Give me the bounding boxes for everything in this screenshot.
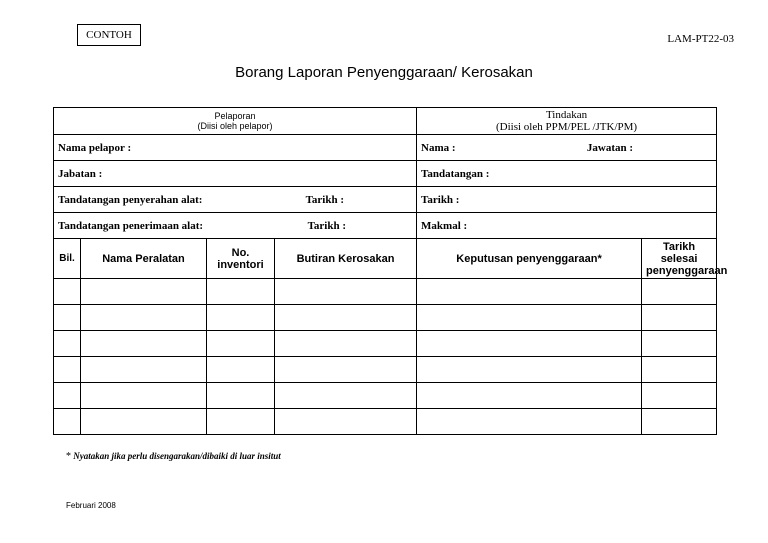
tarikh-penyerahan-label: Tarikh : <box>305 193 344 206</box>
report-form-table <box>53 107 728 435</box>
cell-tarikh-selesai[interactable] <box>642 279 717 305</box>
cell-no-inventori[interactable] <box>207 409 275 435</box>
col-keputusan: Keputusan penyenggaraan* <box>417 239 642 279</box>
tindakan-header <box>417 108 717 135</box>
table-row <box>54 357 717 383</box>
contoh-stamp: CONTOH <box>77 24 141 46</box>
cell-no-inventori[interactable] <box>207 331 275 357</box>
tindakan-title: Tindakan <box>545 109 588 121</box>
nama-label: Nama : <box>421 141 456 154</box>
tarikh-tindakan-label: Tarikh : <box>421 193 460 206</box>
form-row-penerimaan <box>54 213 717 239</box>
jawatan-label: Jawatan : <box>586 141 634 154</box>
cell-nama-peralatan[interactable] <box>81 279 207 305</box>
table-row <box>54 331 717 357</box>
section-header-row <box>54 108 717 135</box>
table-row <box>54 409 717 435</box>
cell-butiran[interactable] <box>275 357 417 383</box>
cell-butiran[interactable] <box>275 409 417 435</box>
tarikh-penerimaan-label: Tarikh : <box>307 219 346 232</box>
penerimaan-field[interactable] <box>54 213 417 239</box>
col-tarikh-selesai <box>642 239 728 279</box>
cell-bil[interactable] <box>54 331 81 357</box>
cell-keputusan[interactable] <box>417 357 642 383</box>
cell-tarikh-selesai[interactable] <box>642 331 717 357</box>
tandatangan-label: Tandatangan : <box>421 167 490 180</box>
penyerahan-field[interactable] <box>54 187 417 213</box>
table-row <box>54 383 717 409</box>
form-row-penyerahan <box>54 187 717 213</box>
jabatan-field[interactable] <box>54 161 417 187</box>
cell-butiran[interactable] <box>275 331 417 357</box>
col-tarikh-selesai-line2: penyenggaraan <box>646 264 728 277</box>
col-butiran-kerosakan: Butiran Kerosakan <box>275 239 417 279</box>
pelaporan-subtitle: (Diisi oleh pelapor) <box>197 121 273 131</box>
col-bil: Bil. <box>54 239 81 279</box>
nama-pelapor-field[interactable] <box>54 135 417 161</box>
cell-bil[interactable] <box>54 305 81 331</box>
col-tarikh-selesai-line1: Tarikh selesai <box>660 240 698 265</box>
cell-keputusan[interactable] <box>417 331 642 357</box>
document-code: LAM-PT22-03 <box>667 33 734 45</box>
cell-bil[interactable] <box>54 279 81 305</box>
cell-nama-peralatan[interactable] <box>81 357 207 383</box>
cell-butiran[interactable] <box>275 305 417 331</box>
footnote-asterisk: * <box>66 451 71 462</box>
cell-nama-peralatan[interactable] <box>81 409 207 435</box>
form-row-jabatan <box>54 161 717 187</box>
table-row <box>54 305 717 331</box>
tandatangan-field[interactable] <box>417 161 717 187</box>
col-nama-peralatan: Nama Peralatan <box>81 239 207 279</box>
cell-nama-peralatan[interactable] <box>81 331 207 357</box>
cell-tarikh-selesai[interactable] <box>642 305 717 331</box>
cell-butiran[interactable] <box>275 279 417 305</box>
cell-no-inventori[interactable] <box>207 357 275 383</box>
footnote-text: Nyatakan jika perlu disengarakan/dibaiki di luar insitut <box>73 451 281 461</box>
tandatangan-penyerahan-label: Tandatangan penyerahan alat: <box>58 193 203 206</box>
cell-keputusan[interactable] <box>417 279 642 305</box>
document-date: Februari 2008 <box>66 501 116 510</box>
cell-nama-peralatan[interactable] <box>81 383 207 409</box>
tandatangan-penerimaan-label: Tandatangan penerimaan alat: <box>58 219 204 232</box>
pelaporan-title: Pelaporan <box>214 111 256 121</box>
cell-no-inventori[interactable] <box>207 383 275 409</box>
table-row <box>54 279 717 305</box>
cell-nama-peralatan[interactable] <box>81 305 207 331</box>
cell-no-inventori[interactable] <box>207 305 275 331</box>
makmal-label: Makmal : <box>421 219 468 232</box>
tarikh-tindakan-field[interactable] <box>417 187 717 213</box>
cell-tarikh-selesai[interactable] <box>642 383 717 409</box>
cell-tarikh-selesai[interactable] <box>642 357 717 383</box>
cell-no-inventori[interactable] <box>207 279 275 305</box>
nama-pelapor-label: Nama pelapor : <box>58 141 132 154</box>
cell-keputusan[interactable] <box>417 409 642 435</box>
nama-jawatan-field[interactable] <box>417 135 717 161</box>
cell-bil[interactable] <box>54 409 81 435</box>
form-row-nama <box>54 135 717 161</box>
cell-keputusan[interactable] <box>417 383 642 409</box>
column-header-row <box>54 239 717 279</box>
cell-butiran[interactable] <box>275 383 417 409</box>
form-title: Borang Laporan Penyenggaraan/ Kerosakan <box>235 64 533 81</box>
jabatan-label: Jabatan : <box>58 167 103 180</box>
cell-bil[interactable] <box>54 357 81 383</box>
cell-tarikh-selesai[interactable] <box>642 409 717 435</box>
footnote <box>66 451 281 462</box>
tindakan-subtitle: (Diisi oleh PPM/PEL /JTK/PM) <box>496 121 638 133</box>
col-no-inventori: No. inventori <box>207 239 275 279</box>
makmal-field[interactable] <box>417 213 717 239</box>
cell-bil[interactable] <box>54 383 81 409</box>
pelaporan-header <box>54 108 417 135</box>
cell-keputusan[interactable] <box>417 305 642 331</box>
